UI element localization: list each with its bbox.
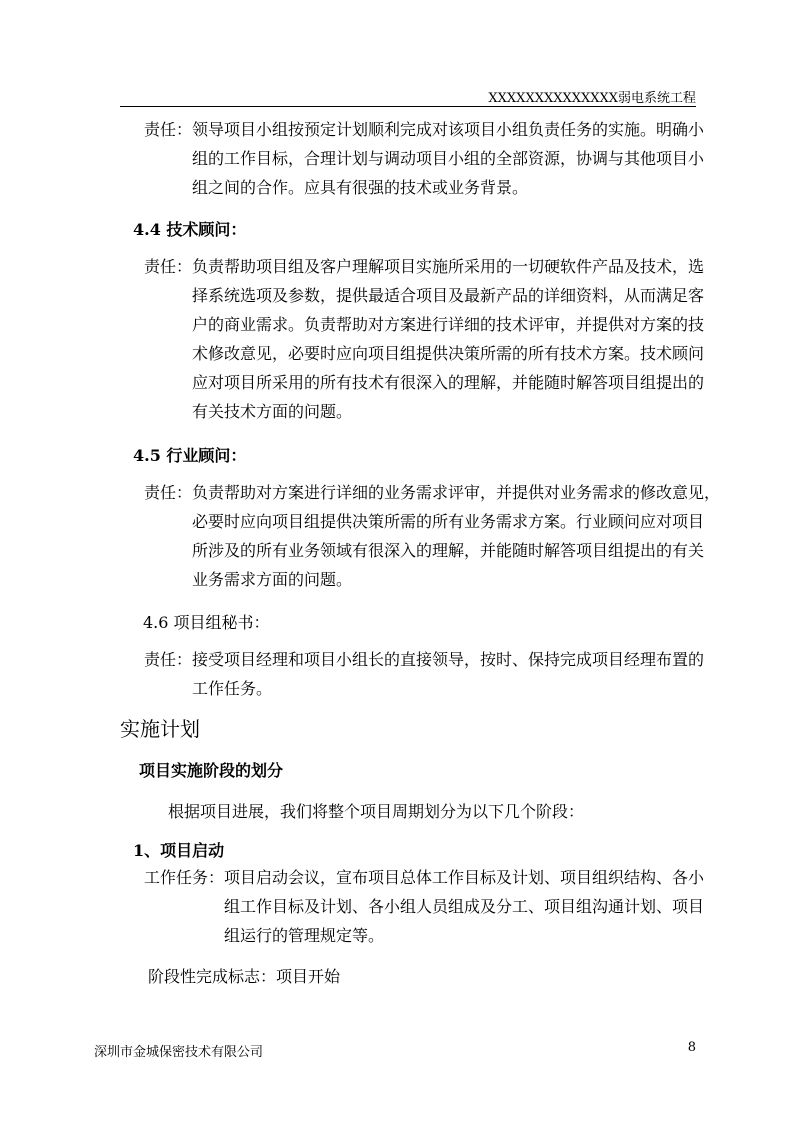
project-start-heading: 1、项目启动: [133, 841, 225, 860]
page-header-title: XXXXXXXXXXXXXX弱电系统工程: [488, 91, 696, 106]
section-4-5-heading: 4.5 行业顾问：: [133, 446, 247, 465]
phase-intro-text: 根据项目进展，我们将整个项目周期划分为以下几个阶段：: [168, 802, 585, 821]
leader-responsibility: 责任：领导项目小组按预定计划顺利完成对该项目小组负责任务的实施。明确小 组的工作目标，合理计划与调动项目小组的全部资源，协调与其他项目小 组之间的合作。应具有很强的技术或业务背景。: [144, 120, 705, 197]
secretary-responsibility: 责任：接受项目经理和项目小组长的直接领导，按时、保持完成项目经理布置的 工作任务。: [144, 650, 705, 698]
footer-company: 深圳市金城保密技术有限公司: [94, 1045, 264, 1060]
project-start-tasks: 工作任务：项目启动会议，宣布项目总体工作目标及计划、项目组织结构、各小 组工作目标及计划、各小组人员组成及分工、项目组沟通计划、项目 组运行的管理规定等。: [144, 868, 705, 945]
phase-division-heading: 项目实施阶段的划分: [139, 761, 284, 780]
tech-advisor-responsibility: 责任：负责帮助项目组及客户理解项目实施所采用的一切硬软件产品及技术，选 择系统选项及参数，提供最适合项目及最新产品的详细资料，从而满足客 户的商业需求。负责帮助对方案进行详细的技术评审，并提供对方案的技 术修改意见，必要时应向项目组提供决策所需的所有技术方案。技术顾问 应对项目所采用的所有技术有很深入的理解，并能随时解答项目组提出的 有关技术方面的问题。: [144, 257, 705, 421]
header-rule: [120, 106, 696, 107]
section-4-4-heading: 4.4 技术顾问：: [133, 220, 247, 239]
industry-advisor-responsibility: 责任：负责帮助对方案进行详细的业务需求评审，并提供对业务需求的修改意见， 必要时应向项目组提供决策所需的所有业务需求方案。行业顾问应对项目 所涉及的所有业务领域有很深入的理解，并能随时解答项目组提出的有关 业务需求方面的问题。: [144, 483, 721, 589]
implementation-plan-heading: 实施计划: [120, 717, 200, 741]
section-4-6-heading: 4.6 项目组秘书：: [143, 613, 270, 632]
phase-completion-mark: 阶段性完成标志：项目开始: [148, 967, 341, 986]
footer-page-number: 8: [687, 1040, 696, 1055]
